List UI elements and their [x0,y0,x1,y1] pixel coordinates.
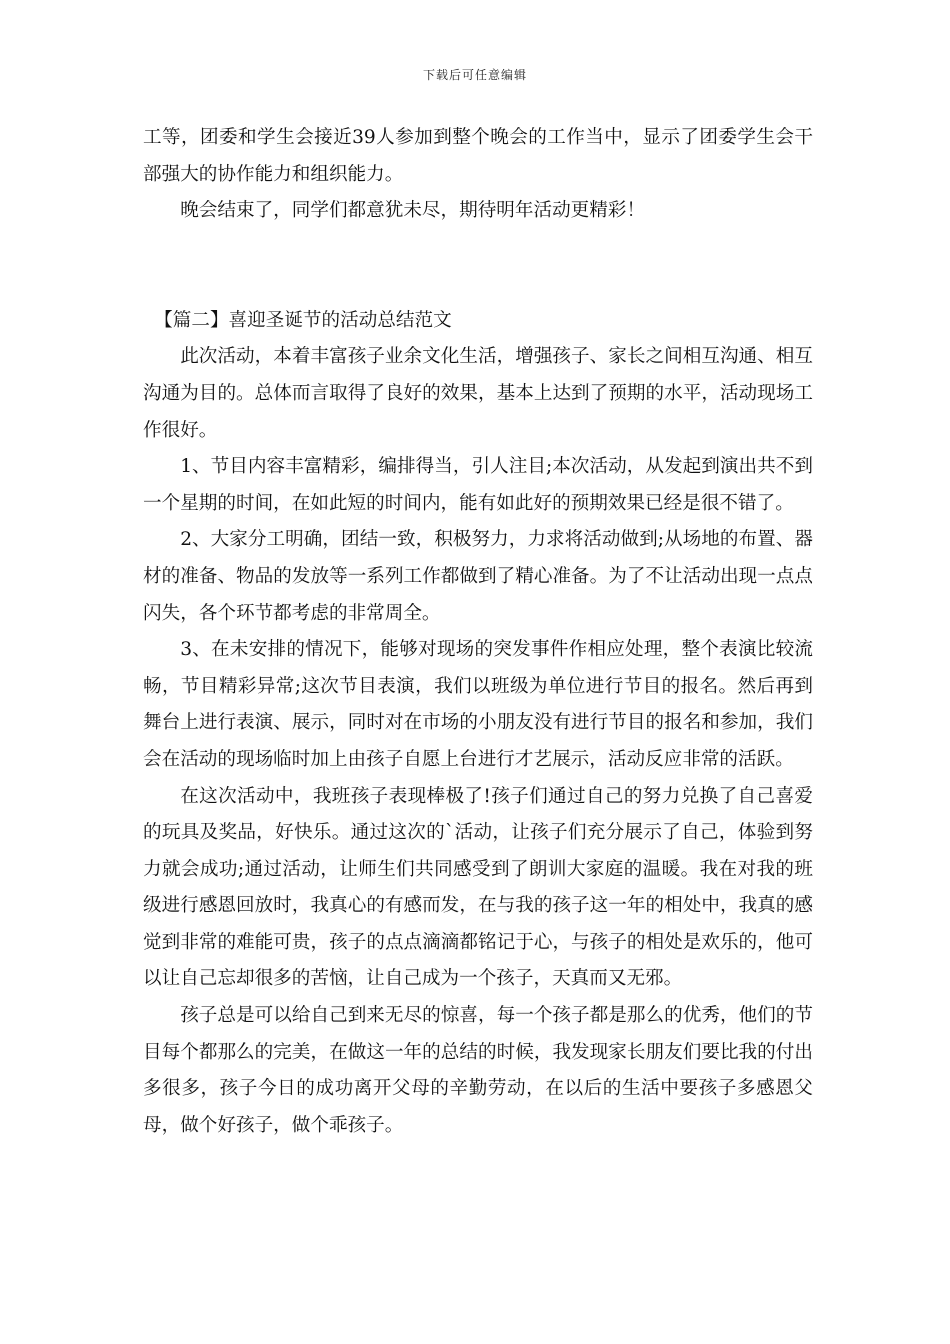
paragraph-reflection: 在这次活动中，我班孩子表现棒极了!孩子们通过自己的努力兑换了自己喜爱的玩具及奖品，好快乐。通过这次的`活动，让孩子们充分展示了自己，体验到努力就会成功;通过活动，让师生们共同感受到了朗训大家庭的温暖。我在对我的班级进行感恩回放时，我真心的有感而发，在与我的孩子这一年的相处中，我真的感觉到非常的难能可贵，孩子的点点滴滴都铭记于心，与孩子的相处是欢乐的，他可以让自己忘却很多的苦恼，让自己成为一个孩子，天真而又无邪。 [143,785,813,990]
paragraph-point-3: 3、在未安排的情况下，能够对现场的突发事件作相应处理，整个表演比较流畅，节目精彩异常;这次节目表演，我们以班级为单位进行节目的报名。然后再到舞台上进行表演、展示，同时对在市场的小朋友没有进行节目的报名和参加，我们会在活动的现场临时加上由孩子自愿上台进行才艺展示，活动反应非常的活跃。 [143,639,813,770]
paragraph-intro: 此次活动，本着丰富孩子业余文化生活，增强孩子、家长之间相互沟通、相互沟通为目的。总体而言取得了良好的效果，基本上达到了预期的水平，活动现场工作很好。 [143,346,813,441]
paragraph-closing: 晚会结束了，同学们都意犹未尽，期待明年活动更精彩！ [180,200,646,222]
paragraph-point-1: 1、节目内容丰富精彩，编排得当，引人注目;本次活动，从发起到演出共不到一个星期的时间，在如此短的时间内，能有如此好的预期效果已经是很不错了。 [143,456,813,514]
document-body [143,120,813,1144]
section-spacer [143,230,813,303]
paragraph-continuation: 工等，团委和学生会接近39人参加到整个晚会的工作当中，显示了团委学生会干部强大的协作能力和组织能力。 [143,127,813,185]
section-title: 【篇二】喜迎圣诞节的活动总结范文 [154,309,452,331]
paragraph-point-2: 2、大家分工明确，团结一致，积极努力，力求将活动做到;从场地的布置、器材的准备、物品的发放等一系列工作都做到了精心准备。为了不让活动出现一点点闪失，各个环节都考虑的非常周全。 [143,529,813,624]
paragraph-conclusion: 孩子总是可以给自己到来无尽的惊喜，每一个孩子都是那么的优秀，他们的节目每个都那么的完美，在做这一年的总结的时候，我发现家长朋友们要比我的付出多很多，孩子今日的成功离开父母的辛勤劳动，在以后的生活中要孩子多感恩父母，做个好孩子，做个乖孩子。 [143,1005,813,1136]
page-header: 下载后可任意编辑 [422,68,527,82]
